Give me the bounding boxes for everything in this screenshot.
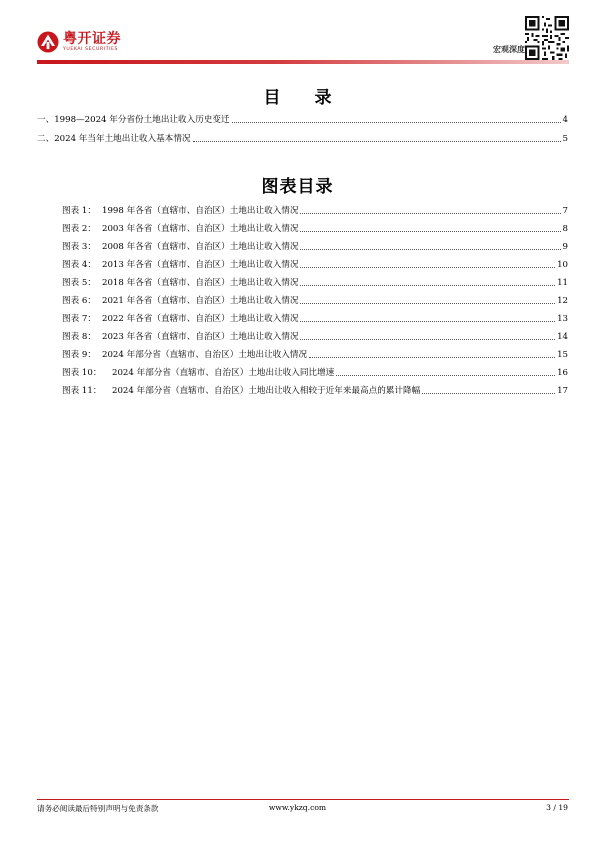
toc-title: 目 录 bbox=[263, 88, 346, 108]
page-number: 3 / 19 bbox=[546, 803, 568, 812]
figure-list-item[interactable] bbox=[62, 222, 568, 236]
figure-list-item[interactable] bbox=[62, 312, 568, 326]
figure-label: 2018 年各省（直辖市、自治区）土地出让收入情况 bbox=[102, 278, 299, 288]
figure-list-title: 图表目录 bbox=[261, 177, 334, 197]
figure-page: 14 bbox=[557, 332, 568, 342]
page-header bbox=[0, 0, 595, 66]
figure-label: 2022 年各省（直辖市、自治区）土地出让收入情况 bbox=[102, 314, 299, 324]
figure-page: 11 bbox=[557, 278, 568, 288]
leader-dots bbox=[300, 320, 555, 322]
toc-item-label: 一、1998—2024 年分省份土地出让收入历史变迁 bbox=[37, 115, 230, 125]
leader-dots bbox=[300, 266, 555, 268]
leader-dots bbox=[309, 356, 555, 358]
leader-dots bbox=[300, 302, 555, 304]
figure-list-item[interactable] bbox=[62, 204, 568, 218]
footer-divider bbox=[37, 799, 569, 800]
qr-code-icon bbox=[525, 16, 569, 60]
toc-item-page: 4 bbox=[562, 115, 568, 125]
figure-number: 图表 9： bbox=[62, 350, 96, 360]
figure-list-item[interactable] bbox=[62, 294, 568, 308]
toc-item-page: 5 bbox=[562, 134, 568, 144]
figure-page: 8 bbox=[562, 224, 568, 234]
company-logo bbox=[37, 31, 121, 53]
figure-list-item[interactable] bbox=[62, 276, 568, 290]
figure-page: 10 bbox=[557, 260, 568, 270]
figure-label: 2024 年部分省（直辖市、自治区）土地出让收入情况 bbox=[102, 350, 308, 360]
figure-number: 图表 10： bbox=[62, 368, 102, 378]
figure-list-item[interactable] bbox=[62, 258, 568, 272]
figure-label: 2003 年各省（直辖市、自治区）土地出让收入情况 bbox=[102, 224, 299, 234]
yuekai-logo-icon bbox=[37, 31, 59, 53]
figure-label: 2023 年各省（直辖市、自治区）土地出让收入情况 bbox=[102, 332, 299, 342]
figure-list-item[interactable] bbox=[62, 240, 568, 254]
leader-dots bbox=[300, 212, 560, 214]
figure-label: 2013 年各省（直辖市、自治区）土地出让收入情况 bbox=[102, 260, 299, 270]
figure-label: 2024 年部分省（直辖市、自治区）土地出让收入相较于近年来最高点的累计降幅 bbox=[112, 386, 421, 396]
figure-number: 图表 11： bbox=[62, 386, 102, 396]
figure-page: 17 bbox=[557, 386, 568, 396]
header-divider bbox=[37, 60, 569, 64]
figure-label: 2024 年部分省（直辖市、自治区）土地出让收入同比增速 bbox=[112, 368, 335, 378]
figure-label: 2008 年各省（直辖市、自治区）土地出让收入情况 bbox=[102, 242, 299, 252]
leader-dots bbox=[422, 392, 555, 394]
footer-disclaimer[interactable]: 请务必阅读最后特别声明与免责条款 bbox=[37, 804, 159, 813]
leader-dots bbox=[300, 230, 560, 232]
footer-website-link[interactable]: www.ykzq.com bbox=[268, 803, 327, 812]
leader-dots bbox=[232, 121, 561, 123]
leader-dots bbox=[300, 248, 560, 250]
report-type-label: 宏观深度 bbox=[493, 45, 525, 54]
figure-list-item[interactable] bbox=[62, 330, 568, 344]
figure-page: 12 bbox=[557, 296, 568, 306]
company-name-cn: 粤开证券 bbox=[63, 30, 121, 47]
figure-page: 9 bbox=[562, 242, 568, 252]
figure-list-item[interactable] bbox=[62, 384, 568, 398]
toc-item[interactable] bbox=[37, 113, 568, 127]
figure-label: 1998 年各省（直辖市、自治区）土地出让收入情况 bbox=[102, 206, 299, 216]
figure-list-item[interactable] bbox=[62, 366, 568, 380]
figure-page: 16 bbox=[557, 368, 568, 378]
toc-item-label: 二、2024 年当年土地出让收入基本情况 bbox=[37, 134, 191, 144]
figure-number: 图表 5： bbox=[62, 278, 96, 288]
figure-page: 13 bbox=[557, 314, 568, 324]
leader-dots bbox=[300, 284, 555, 286]
figure-number: 图表 3： bbox=[62, 242, 96, 252]
figure-page: 7 bbox=[562, 206, 568, 216]
figure-number: 图表 4： bbox=[62, 260, 96, 270]
company-name-en: YUEKAI SECURITIES bbox=[63, 46, 119, 52]
leader-dots bbox=[336, 374, 555, 376]
figure-number: 图表 6： bbox=[62, 296, 96, 306]
figure-label: 2021 年各省（直辖市、自治区）土地出让收入情况 bbox=[102, 296, 299, 306]
figure-list-item[interactable] bbox=[62, 348, 568, 362]
leader-dots bbox=[193, 140, 561, 142]
figure-number: 图表 8： bbox=[62, 332, 96, 342]
figure-number: 图表 7： bbox=[62, 314, 96, 324]
figure-number: 图表 1： bbox=[62, 206, 96, 216]
figure-page: 15 bbox=[557, 350, 568, 360]
toc-item[interactable] bbox=[37, 132, 568, 146]
leader-dots bbox=[300, 338, 555, 340]
figure-number: 图表 2： bbox=[62, 224, 96, 234]
